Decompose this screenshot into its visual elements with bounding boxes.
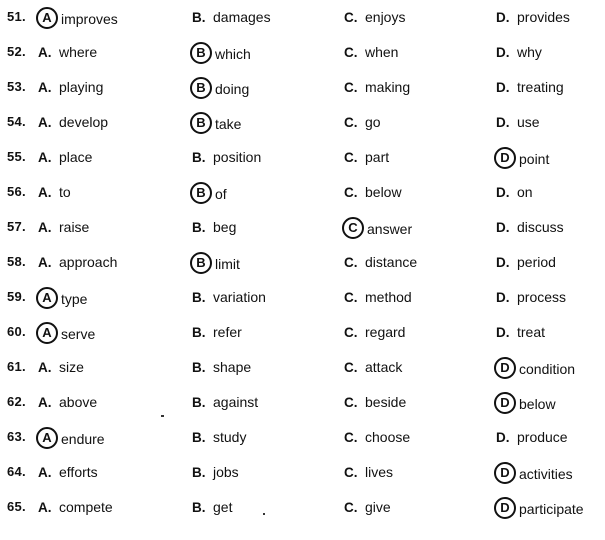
option-letter: D. bbox=[496, 325, 510, 340]
option-a bbox=[38, 219, 89, 239]
circled-option-letter: A bbox=[36, 287, 58, 309]
question-row bbox=[0, 456, 605, 491]
option-d bbox=[496, 114, 540, 134]
question-number: 59. bbox=[7, 289, 26, 304]
option-letter: B. bbox=[192, 465, 206, 480]
option-c bbox=[344, 464, 393, 484]
option-d bbox=[496, 219, 564, 239]
question-row bbox=[0, 1, 605, 36]
option-text: making bbox=[365, 79, 411, 95]
option-text: use bbox=[517, 114, 540, 130]
option-letter: C. bbox=[344, 115, 358, 130]
option-letter: B. bbox=[192, 10, 206, 25]
option-letter: B. bbox=[192, 395, 206, 410]
option-text: compete bbox=[59, 499, 113, 515]
option-c bbox=[344, 44, 398, 64]
option-c bbox=[344, 324, 405, 344]
option-a-selected bbox=[38, 289, 87, 309]
question-row bbox=[0, 386, 605, 421]
option-text: beg bbox=[213, 219, 237, 235]
option-b bbox=[192, 394, 258, 414]
circled-option-letter: A bbox=[36, 7, 58, 29]
option-letter: C. bbox=[344, 360, 358, 375]
option-text: above bbox=[59, 394, 98, 410]
option-d-selected bbox=[496, 359, 575, 379]
option-b-selected bbox=[192, 184, 227, 204]
option-text: variation bbox=[213, 289, 266, 305]
option-text: period bbox=[517, 254, 556, 270]
option-text: lives bbox=[365, 464, 394, 480]
option-b bbox=[192, 429, 246, 449]
option-text: playing bbox=[59, 79, 104, 95]
option-text: where bbox=[59, 44, 98, 60]
option-letter: D. bbox=[496, 220, 510, 235]
circled-option-letter: B bbox=[190, 112, 212, 134]
option-letter: C. bbox=[344, 290, 358, 305]
circled-option-letter: D bbox=[494, 147, 516, 169]
option-a-selected bbox=[38, 324, 95, 344]
option-text: activities bbox=[519, 466, 573, 482]
option-a bbox=[38, 79, 103, 99]
scan-speck bbox=[263, 513, 265, 515]
option-text: answer bbox=[367, 221, 413, 237]
option-letter: C. bbox=[344, 325, 358, 340]
option-c bbox=[344, 114, 381, 134]
option-text: give bbox=[365, 499, 391, 515]
option-letter: C. bbox=[344, 150, 358, 165]
option-d bbox=[496, 184, 533, 204]
option-letter: C. bbox=[344, 45, 358, 60]
circled-option-letter: D bbox=[494, 497, 516, 519]
option-a-selected bbox=[38, 9, 118, 29]
circled-option-letter: B bbox=[190, 182, 212, 204]
option-letter: B. bbox=[192, 360, 206, 375]
option-text: size bbox=[59, 359, 84, 375]
option-letter: B. bbox=[192, 325, 206, 340]
option-letter: A. bbox=[38, 45, 52, 60]
option-letter: B. bbox=[192, 290, 206, 305]
option-c bbox=[344, 9, 405, 29]
option-c bbox=[344, 254, 417, 274]
question-row bbox=[0, 316, 605, 351]
option-letter: A. bbox=[38, 360, 52, 375]
option-text: jobs bbox=[213, 464, 239, 480]
option-letter: D. bbox=[496, 185, 510, 200]
option-c bbox=[344, 394, 406, 414]
option-text: provides bbox=[517, 9, 570, 25]
option-c bbox=[344, 429, 410, 449]
option-letter: C. bbox=[344, 430, 358, 445]
option-a bbox=[38, 184, 71, 204]
option-a-selected bbox=[38, 429, 105, 449]
option-d bbox=[496, 324, 545, 344]
option-text: method bbox=[365, 289, 412, 305]
question-number: 55. bbox=[7, 149, 26, 164]
question-number: 57. bbox=[7, 219, 26, 234]
question-number: 53. bbox=[7, 79, 26, 94]
option-letter: B. bbox=[192, 500, 206, 515]
option-text: part bbox=[365, 149, 390, 165]
question-row bbox=[0, 141, 605, 176]
option-text: get bbox=[213, 499, 233, 515]
option-text: type bbox=[61, 291, 88, 307]
option-text: take bbox=[215, 116, 242, 132]
option-text: place bbox=[59, 149, 93, 165]
question-row bbox=[0, 421, 605, 456]
option-d-selected bbox=[496, 394, 556, 414]
option-text: point bbox=[519, 151, 550, 167]
option-c-selected bbox=[344, 219, 412, 239]
option-letter: A. bbox=[38, 255, 52, 270]
option-text: refer bbox=[213, 324, 242, 340]
question-row bbox=[0, 106, 605, 141]
circled-option-letter: C bbox=[342, 217, 364, 239]
option-text: study bbox=[213, 429, 247, 445]
option-letter: B. bbox=[192, 220, 206, 235]
question-number: 63. bbox=[7, 429, 26, 444]
option-b-selected bbox=[192, 254, 240, 274]
option-letter: A. bbox=[38, 500, 52, 515]
option-d bbox=[496, 254, 556, 274]
question-number: 52. bbox=[7, 44, 26, 59]
option-text: develop bbox=[59, 114, 109, 130]
option-a bbox=[38, 149, 92, 169]
question-row bbox=[0, 36, 605, 71]
circled-option-letter: D bbox=[494, 462, 516, 484]
question-number: 54. bbox=[7, 114, 26, 129]
option-letter: C. bbox=[344, 255, 358, 270]
circled-option-letter: D bbox=[494, 392, 516, 414]
circled-option-letter: B bbox=[190, 77, 212, 99]
option-b bbox=[192, 359, 251, 379]
question-row bbox=[0, 491, 605, 526]
option-letter: C. bbox=[344, 465, 358, 480]
option-text: against bbox=[213, 394, 259, 410]
option-d bbox=[496, 44, 542, 64]
option-text: condition bbox=[519, 361, 576, 377]
question-number: 64. bbox=[7, 464, 26, 479]
option-text: below bbox=[519, 396, 556, 412]
option-text: beside bbox=[365, 394, 407, 410]
question-row bbox=[0, 71, 605, 106]
option-text: limit bbox=[215, 256, 240, 272]
question-row bbox=[0, 351, 605, 386]
circled-option-letter: A bbox=[36, 427, 58, 449]
option-text: to bbox=[59, 184, 71, 200]
option-letter: A. bbox=[38, 115, 52, 130]
option-letter: C. bbox=[344, 10, 358, 25]
option-letter: D. bbox=[496, 430, 510, 445]
option-b-selected bbox=[192, 114, 241, 134]
option-text: participate bbox=[519, 501, 584, 517]
option-letter: D. bbox=[496, 255, 510, 270]
option-b bbox=[192, 324, 242, 344]
option-letter: A. bbox=[38, 395, 52, 410]
option-c bbox=[344, 359, 402, 379]
option-text: of bbox=[215, 186, 227, 202]
option-b bbox=[192, 499, 232, 519]
option-d bbox=[496, 9, 570, 29]
option-letter: C. bbox=[344, 395, 358, 410]
option-b bbox=[192, 9, 271, 29]
question-row bbox=[0, 281, 605, 316]
option-letter: D. bbox=[496, 10, 510, 25]
scan-speck bbox=[161, 415, 164, 417]
option-letter: C. bbox=[344, 500, 358, 515]
option-b bbox=[192, 149, 261, 169]
option-d-selected bbox=[496, 149, 549, 169]
question-number: 58. bbox=[7, 254, 26, 269]
option-b-selected bbox=[192, 44, 251, 64]
option-text: which bbox=[215, 46, 251, 62]
option-text: choose bbox=[365, 429, 411, 445]
option-a bbox=[38, 254, 117, 274]
option-text: damages bbox=[213, 9, 271, 25]
option-d-selected bbox=[496, 464, 573, 484]
option-c bbox=[344, 499, 391, 519]
circled-option-letter: B bbox=[190, 42, 212, 64]
option-a bbox=[38, 114, 108, 134]
question-row bbox=[0, 176, 605, 211]
question-number: 65. bbox=[7, 499, 26, 514]
option-c bbox=[344, 289, 412, 309]
option-b bbox=[192, 464, 239, 484]
option-b-selected bbox=[192, 79, 249, 99]
question-number: 51. bbox=[7, 9, 26, 24]
option-d-selected bbox=[496, 499, 584, 519]
option-a bbox=[38, 464, 98, 484]
option-text: raise bbox=[59, 219, 90, 235]
option-text: attack bbox=[365, 359, 403, 375]
option-text: treat bbox=[517, 324, 546, 340]
question-row bbox=[0, 246, 605, 281]
option-letter: A. bbox=[38, 185, 52, 200]
option-d bbox=[496, 289, 566, 309]
option-text: serve bbox=[61, 326, 96, 342]
question-number: 62. bbox=[7, 394, 26, 409]
option-letter: B. bbox=[192, 150, 206, 165]
option-text: improves bbox=[61, 11, 118, 27]
option-d bbox=[496, 79, 564, 99]
option-letter: C. bbox=[344, 185, 358, 200]
question-row bbox=[0, 211, 605, 246]
option-text: enjoys bbox=[365, 9, 406, 25]
option-letter: D. bbox=[496, 80, 510, 95]
option-text: discuss bbox=[517, 219, 564, 235]
option-text: doing bbox=[215, 81, 250, 97]
option-text: when bbox=[365, 44, 399, 60]
option-text: below bbox=[365, 184, 402, 200]
option-letter: B. bbox=[192, 430, 206, 445]
option-text: distance bbox=[365, 254, 418, 270]
option-c bbox=[344, 184, 402, 204]
option-text: regard bbox=[365, 324, 406, 340]
option-letter: A. bbox=[38, 80, 52, 95]
question-number: 56. bbox=[7, 184, 26, 199]
option-letter: A. bbox=[38, 150, 52, 165]
option-text: efforts bbox=[59, 464, 98, 480]
option-letter: A. bbox=[38, 220, 52, 235]
option-a bbox=[38, 394, 97, 414]
option-b bbox=[192, 289, 266, 309]
option-d bbox=[496, 429, 568, 449]
option-text: process bbox=[517, 289, 567, 305]
option-letter: D. bbox=[496, 45, 510, 60]
option-text: on bbox=[517, 184, 533, 200]
question-number: 60. bbox=[7, 324, 26, 339]
option-text: shape bbox=[213, 359, 252, 375]
option-a bbox=[38, 44, 97, 64]
option-text: approach bbox=[59, 254, 118, 270]
option-c bbox=[344, 149, 389, 169]
option-letter: C. bbox=[344, 80, 358, 95]
option-b bbox=[192, 219, 236, 239]
option-a bbox=[38, 359, 84, 379]
option-text: why bbox=[517, 44, 542, 60]
question-number: 61. bbox=[7, 359, 26, 374]
option-a bbox=[38, 499, 113, 519]
option-text: position bbox=[213, 149, 262, 165]
option-text: endure bbox=[61, 431, 105, 447]
option-text: produce bbox=[517, 429, 568, 445]
option-letter: D. bbox=[496, 290, 510, 305]
circled-option-letter: A bbox=[36, 322, 58, 344]
option-letter: D. bbox=[496, 115, 510, 130]
option-text: go bbox=[365, 114, 381, 130]
option-letter: A. bbox=[38, 465, 52, 480]
option-text: treating bbox=[517, 79, 564, 95]
circled-option-letter: D bbox=[494, 357, 516, 379]
option-c bbox=[344, 79, 410, 99]
circled-option-letter: B bbox=[190, 252, 212, 274]
